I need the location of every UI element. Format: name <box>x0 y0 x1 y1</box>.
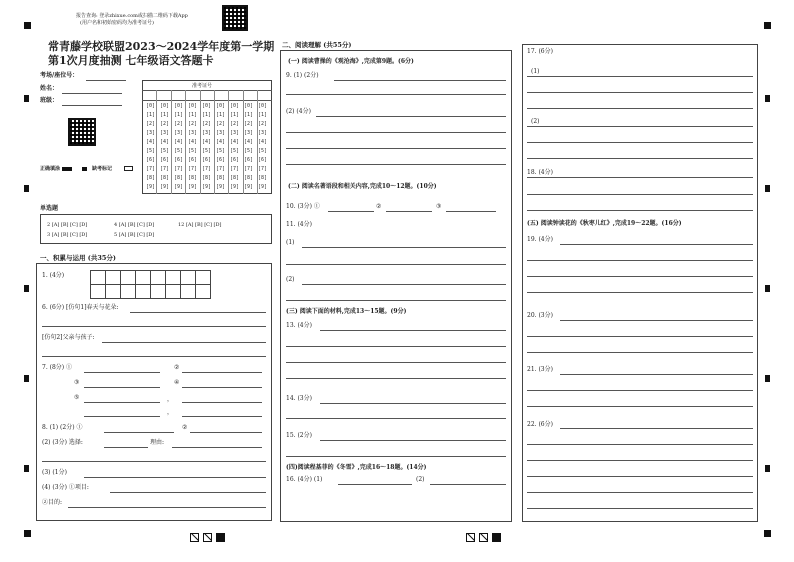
q18-line[interactable] <box>527 177 753 178</box>
partA-title: (一) 阅读曹操的《观沧海》,完成第9题。(6分) <box>288 58 414 65</box>
q15-line[interactable] <box>320 440 506 441</box>
exam-digit-bubble[interactable]: [7] <box>174 166 184 172</box>
exam-digit-bubble[interactable]: [6] <box>230 157 240 163</box>
exam-number-label: 准考证号 <box>192 83 213 89</box>
writing-cell[interactable] <box>165 270 181 285</box>
missing-fill-sample <box>82 167 87 171</box>
missing-mark-box[interactable] <box>124 166 133 171</box>
page-title: 常青藤学校联盟2023～2024学年度第一学期 <box>48 40 275 53</box>
q8b-choice-line[interactable] <box>104 447 148 448</box>
exam-digit-bubble[interactable]: [5] <box>244 148 254 154</box>
answer-line[interactable] <box>527 260 753 261</box>
seat-label: 考场/座位号： <box>40 72 79 79</box>
q7-line-8[interactable] <box>182 416 262 417</box>
q13-line[interactable] <box>320 330 506 331</box>
name-label: 姓名： <box>40 85 59 92</box>
exam-digit-bubble[interactable]: [4] <box>258 139 268 145</box>
exam-digit-bubble[interactable]: [9] <box>202 184 212 190</box>
timing-mark <box>24 465 29 472</box>
writing-cell[interactable] <box>90 270 106 285</box>
q8-2-label: ② <box>182 424 188 431</box>
q9-1-label: 9. (1) (2分) <box>286 72 319 79</box>
choice-panel <box>40 214 272 244</box>
timing-mark <box>765 95 770 102</box>
exam-digit-bubble[interactable]: [8] <box>174 175 184 181</box>
page-marker-cross <box>190 533 199 542</box>
q6-answer-line[interactable] <box>42 326 266 327</box>
choice-q4[interactable]: 4 [A] [B] [C] [D] <box>114 222 155 228</box>
page-subtitle: 第1次月度抽测 七年级语文答题卡 <box>48 54 214 67</box>
exam-digit-bubble[interactable]: [7] <box>216 166 226 172</box>
answer-line[interactable] <box>527 492 753 493</box>
exam-digit-bubble[interactable]: [8] <box>258 175 268 181</box>
exam-digit-bubble[interactable]: [0] <box>202 103 212 109</box>
exam-digit-bubble[interactable]: [0] <box>230 103 240 109</box>
page-marker-cross <box>203 533 212 542</box>
corner-mark-bottom-left <box>24 530 31 537</box>
writing-cell[interactable] <box>105 284 121 299</box>
page-marker-solid <box>492 533 501 542</box>
answer-line[interactable] <box>527 460 753 461</box>
exam-digit-bubble[interactable]: [8] <box>244 175 254 181</box>
notice-line2: (用户名和初始密码均为准考证号) <box>80 20 154 26</box>
q9-1-line[interactable] <box>334 80 506 81</box>
q16-2-label: (2) <box>416 476 425 483</box>
exam-digit-bubble[interactable]: [2] <box>258 121 268 127</box>
corner-mark-bottom-right <box>764 530 771 537</box>
exam-digit-bubble[interactable]: [6] <box>160 157 170 163</box>
q7-line-5[interactable] <box>84 402 160 403</box>
exam-digit-bubble[interactable]: [8] <box>230 175 240 181</box>
exam-digit-bubble[interactable]: [2] <box>188 121 198 127</box>
exam-digit-bubble[interactable]: [1] <box>216 112 226 118</box>
exam-digit-bubble[interactable]: [5] <box>202 148 212 154</box>
grid-divider <box>257 90 258 194</box>
writing-cell[interactable] <box>195 270 211 285</box>
corner-mark-top-left <box>24 22 31 29</box>
q13-label: 13. (4分) <box>286 322 312 329</box>
grid-divider <box>185 90 186 194</box>
q9-2-label: (2) (4分) <box>286 108 311 115</box>
class-label: 班级： <box>40 97 59 104</box>
q18-label: 18. (4分) <box>527 169 553 176</box>
q15-line[interactable] <box>286 456 506 457</box>
exam-digit-bubble[interactable]: [6] <box>146 157 156 163</box>
q10-label: 10. (3分) ① <box>286 203 320 210</box>
exam-digit-bubble[interactable]: [6] <box>174 157 184 163</box>
exam-digit-bubble[interactable]: [1] <box>230 112 240 118</box>
q17-1-line[interactable] <box>527 76 753 77</box>
writing-cell[interactable] <box>120 284 136 299</box>
writing-cell[interactable] <box>150 284 166 299</box>
q10-line-3[interactable] <box>446 211 496 212</box>
correct-fill-label: 正确填涂 <box>40 166 61 172</box>
timing-mark <box>24 285 29 292</box>
page-marker-cross <box>466 533 475 542</box>
exam-digit-bubble[interactable]: [3] <box>216 130 226 136</box>
exam-digit-bubble[interactable]: [9] <box>146 184 156 190</box>
exam-digit-bubble[interactable]: [7] <box>188 166 198 172</box>
name-field[interactable] <box>62 93 122 94</box>
q7-3-label: ③ <box>74 379 80 386</box>
section1-panel <box>36 263 272 521</box>
exam-digit-bubble[interactable]: [5] <box>216 148 226 154</box>
q8c-label: (3) (1分) <box>42 469 67 476</box>
q7-comma: ， <box>167 396 174 403</box>
exam-digit-bubble[interactable]: [9] <box>174 184 184 190</box>
q7-2-label: ② <box>174 364 180 371</box>
q7-label: 7. (8分) ① <box>42 364 73 371</box>
partD-title: (四)阅读程基菲的《冬雪》,完成16～18题。(14分) <box>286 464 427 471</box>
corner-mark-top-right <box>764 22 771 29</box>
section3-panel <box>522 44 758 522</box>
grid-divider <box>156 90 157 194</box>
writing-cell[interactable] <box>180 284 196 299</box>
exam-digit-bubble[interactable]: [6] <box>202 157 212 163</box>
page-marker-cross <box>479 533 488 542</box>
answer-line[interactable] <box>527 476 753 477</box>
q11-1-line[interactable] <box>302 247 506 248</box>
q7-line-7[interactable] <box>84 416 160 417</box>
q7-line-2[interactable] <box>182 372 262 373</box>
section2-panel <box>280 50 512 522</box>
answer-line[interactable] <box>560 374 753 375</box>
answer-line[interactable] <box>527 336 753 337</box>
q6b-label: [仿句2]父亲与孩子: <box>42 334 95 341</box>
exam-digit-bubble[interactable]: [8] <box>202 175 212 181</box>
q16-label: 16. (4分) (1) <box>286 476 323 483</box>
page-marker-solid <box>216 533 225 542</box>
q11-2-line[interactable] <box>302 284 506 285</box>
exam-digit-bubble[interactable]: [4] <box>244 139 254 145</box>
exam-digit-bubble[interactable]: [8] <box>146 175 156 181</box>
exam-digit-bubble[interactable]: [5] <box>146 148 156 154</box>
exam-digit-bubble[interactable]: [1] <box>244 112 254 118</box>
exam-digit-bubble[interactable]: [4] <box>174 139 184 145</box>
section1-title: 一、积累与运用 (共35分) <box>40 254 116 262</box>
q17-label: 17. (6分) <box>527 48 553 55</box>
writing-cell[interactable] <box>105 270 121 285</box>
answer-line[interactable] <box>560 244 753 245</box>
answer-line[interactable] <box>527 444 753 445</box>
exam-digit-bubble[interactable]: [6] <box>244 157 254 163</box>
exam-digit-bubble[interactable]: [0] <box>188 103 198 109</box>
answer-line[interactable] <box>527 276 753 277</box>
timing-mark <box>765 465 770 472</box>
choice-q12[interactable]: 12 [A] [B] [C] [D] <box>178 222 222 228</box>
q22-label: 22. (6分) <box>527 421 553 428</box>
answer-line[interactable] <box>527 352 753 353</box>
exam-digit-bubble[interactable]: [6] <box>216 157 226 163</box>
q18-line[interactable] <box>527 210 753 211</box>
q8-line-1[interactable] <box>104 432 174 433</box>
exam-digit-bubble[interactable]: [5] <box>188 148 198 154</box>
exam-digit-bubble[interactable]: [4] <box>146 139 156 145</box>
q8-line-2[interactable] <box>190 432 262 433</box>
q17-1-line[interactable] <box>527 108 753 109</box>
grid-divider <box>228 90 229 194</box>
seat-field[interactable] <box>86 80 126 81</box>
exam-digit-bubble[interactable]: [3] <box>146 130 156 136</box>
exam-digit-bubble[interactable]: [1] <box>174 112 184 118</box>
q17-2-line[interactable] <box>527 142 753 143</box>
grid-divider <box>214 90 215 194</box>
q8e-label: ②目的: <box>42 499 63 506</box>
exam-digit-bubble[interactable]: [2] <box>230 121 240 127</box>
exam-digit-bubble[interactable]: [4] <box>230 139 240 145</box>
exam-digit-bubble[interactable]: [4] <box>160 139 170 145</box>
q13-line[interactable] <box>286 346 506 347</box>
q8b-label: (2) (3分) 选择: <box>42 439 83 446</box>
q8d-line[interactable] <box>110 492 266 493</box>
timing-mark <box>765 375 770 382</box>
q14-label: 14. (3分) <box>286 395 312 402</box>
q6-label: 6. (6分) [仿句1]春天与花朵: <box>42 304 119 311</box>
q8b-reason-label: 理由: <box>150 439 165 446</box>
q6b-answer-line[interactable] <box>42 356 266 357</box>
writing-cell[interactable] <box>165 284 181 299</box>
q9-2-line[interactable] <box>286 164 506 165</box>
exam-digit-bubble[interactable]: [3] <box>188 130 198 136</box>
exam-digit-bubble[interactable]: [5] <box>230 148 240 154</box>
writing-cell[interactable] <box>195 284 211 299</box>
exam-digit-bubble[interactable]: [7] <box>146 166 156 172</box>
q10-3-label: ③ <box>436 203 442 210</box>
exam-digit-bubble[interactable]: [0] <box>174 103 184 109</box>
partE-title: (五) 阅读钟读花的《秋枣儿红》,完成19～22题。(16分) <box>527 220 682 227</box>
exam-digit-bubble[interactable]: [9] <box>230 184 240 190</box>
writing-cell[interactable] <box>180 270 196 285</box>
exam-digit-bubble[interactable]: [3] <box>174 130 184 136</box>
q8e-line[interactable] <box>68 507 266 508</box>
exam-digit-bubble[interactable]: [8] <box>160 175 170 181</box>
answer-line[interactable] <box>560 320 753 321</box>
exam-digit-bubble[interactable]: [8] <box>216 175 226 181</box>
exam-digit-bubble[interactable]: [5] <box>160 148 170 154</box>
q7-comma: ， <box>167 409 174 416</box>
q11-2-line[interactable] <box>286 300 506 301</box>
q16-2-line[interactable] <box>430 484 506 485</box>
exam-digit-bubble[interactable]: [7] <box>160 166 170 172</box>
timing-mark <box>24 95 29 102</box>
student-qr-code-icon <box>68 118 96 146</box>
q10-line-2[interactable] <box>386 211 432 212</box>
exam-digit-bubble[interactable]: [2] <box>244 121 254 127</box>
correct-fill-sample <box>62 167 72 171</box>
exam-digit-bubble[interactable]: [0] <box>146 103 156 109</box>
q8-label: 8. (1) (2分) ① <box>42 424 83 431</box>
exam-digit-bubble[interactable]: [1] <box>188 112 198 118</box>
choice-q3[interactable]: 3 [A] [B] [C] [D] <box>47 232 88 238</box>
writing-cell[interactable] <box>150 270 166 285</box>
answer-line[interactable] <box>527 292 753 293</box>
exam-digit-bubble[interactable]: [1] <box>146 112 156 118</box>
exam-digit-bubble[interactable]: [0] <box>244 103 254 109</box>
q17-1-line[interactable] <box>527 92 753 93</box>
exam-digit-bubble[interactable]: [0] <box>160 103 170 109</box>
q8c-line[interactable] <box>84 477 266 478</box>
choice-q2[interactable]: 2 [A] [B] [C] [D] <box>47 222 88 228</box>
q18-line[interactable] <box>527 194 753 195</box>
exam-digit-bubble[interactable]: [7] <box>258 166 268 172</box>
exam-digit-bubble[interactable]: [2] <box>146 121 156 127</box>
q17-2-label: (2) <box>531 118 540 125</box>
grid-divider <box>171 90 172 194</box>
q10-2-label: ② <box>376 203 382 210</box>
exam-digit-bubble[interactable]: [1] <box>258 112 268 118</box>
missing-mark-label: 缺考标记 <box>92 166 113 172</box>
exam-digit-bubble[interactable]: [4] <box>188 139 198 145</box>
exam-digit-bubble[interactable]: [9] <box>188 184 198 190</box>
answer-line[interactable] <box>527 390 753 391</box>
q9-2-line[interactable] <box>316 116 506 117</box>
exam-digit-bubble[interactable]: [9] <box>216 184 226 190</box>
exam-digit-bubble[interactable]: [9] <box>160 184 170 190</box>
choice-q5[interactable]: 5 [A] [B] [C] [D] <box>114 232 155 238</box>
timing-mark <box>24 375 29 382</box>
q9-2-line[interactable] <box>286 148 506 149</box>
partB-title: (二) 阅读名著语段和相关内容,完成10～12题。(10分) <box>288 183 437 190</box>
q20-label: 20. (3分) <box>527 312 553 319</box>
exam-digit-bubble[interactable]: [0] <box>216 103 226 109</box>
exam-digit-bubble[interactable]: [2] <box>202 121 212 127</box>
choice-section-title: 单选题 <box>40 205 59 212</box>
q6b-answer-line[interactable] <box>102 342 266 343</box>
exam-digit-bubble[interactable]: [4] <box>202 139 212 145</box>
q7-line-6[interactable] <box>182 402 262 403</box>
exam-digit-bubble[interactable]: [3] <box>244 130 254 136</box>
writing-cell[interactable] <box>120 270 136 285</box>
q7-4-label: ④ <box>174 379 180 386</box>
q7-line-1[interactable] <box>84 372 160 373</box>
q13-line[interactable] <box>286 362 506 363</box>
q14-line[interactable] <box>320 403 506 404</box>
exam-digit-bubble[interactable]: [3] <box>202 130 212 136</box>
q8d-label: (4) (3分) ①项目: <box>42 484 89 491</box>
timing-mark <box>765 285 770 292</box>
section2-title: 二、阅读理解 (共55分) <box>282 41 352 49</box>
q11-label: 11. (4分) <box>286 221 312 228</box>
grid-divider <box>200 90 201 194</box>
q7-line-4[interactable] <box>182 387 262 388</box>
exam-digit-bubble[interactable]: [8] <box>188 175 198 181</box>
exam-digit-bubble[interactable]: [2] <box>174 121 184 127</box>
q9-2-line[interactable] <box>286 132 506 133</box>
q17-2-line[interactable] <box>527 126 753 127</box>
exam-digit-bubble[interactable]: [0] <box>258 103 268 109</box>
q17-2-line[interactable] <box>527 158 753 159</box>
q11-2-label: (2) <box>286 276 295 283</box>
q11-1-label: (1) <box>286 239 295 246</box>
exam-digit-bubble[interactable]: [7] <box>244 166 254 172</box>
q7-line-3[interactable] <box>84 387 160 388</box>
q14-line[interactable] <box>286 418 506 419</box>
exam-digit-bubble[interactable]: [5] <box>174 148 184 154</box>
q17-1-label: (1) <box>531 68 540 75</box>
partC-title: (三) 阅读下面的材料,完成13～15题。(9分) <box>286 308 407 315</box>
exam-digit-bubble[interactable]: [9] <box>244 184 254 190</box>
q8b-line[interactable] <box>42 461 266 462</box>
q21-label: 21. (3分) <box>527 366 553 373</box>
writing-cell[interactable] <box>135 284 151 299</box>
exam-digit-bubble[interactable]: [7] <box>230 166 240 172</box>
exam-digit-bubble[interactable]: [9] <box>258 184 268 190</box>
exam-digit-bubble[interactable]: [4] <box>216 139 226 145</box>
q8b-reason-line[interactable] <box>172 447 262 448</box>
grid-divider <box>243 90 244 194</box>
exam-digit-bubble[interactable]: [7] <box>202 166 212 172</box>
answer-line[interactable] <box>560 428 753 429</box>
notice-line1: 报告查询: 登录zhixue.com或扫描二维码下载App <box>76 13 188 19</box>
exam-digit-bubble[interactable]: [1] <box>160 112 170 118</box>
qr-code-icon <box>222 5 248 31</box>
q9-1-line[interactable] <box>286 94 506 95</box>
exam-digit-bubble[interactable]: [3] <box>258 130 268 136</box>
exam-digit-bubble[interactable]: [1] <box>202 112 212 118</box>
class-field[interactable] <box>62 105 122 106</box>
writing-cell[interactable] <box>90 284 106 299</box>
exam-digit-bubble[interactable]: [3] <box>160 130 170 136</box>
timing-mark <box>765 185 770 192</box>
exam-digit-bubble[interactable]: [6] <box>188 157 198 163</box>
q1-label: 1. (4分) <box>42 272 65 279</box>
q15-label: 15. (2分) <box>286 432 312 439</box>
exam-digit-bubble[interactable]: [6] <box>258 157 268 163</box>
q10-line-1[interactable] <box>328 211 374 212</box>
answer-line[interactable] <box>527 508 753 509</box>
q13-line[interactable] <box>286 378 506 379</box>
q6-answer-line[interactable] <box>130 312 266 313</box>
exam-digit-bubble[interactable]: [2] <box>216 121 226 127</box>
q19-label: 19. (4分) <box>527 236 553 243</box>
writing-cell[interactable] <box>135 270 151 285</box>
q16-1-line[interactable] <box>338 484 412 485</box>
exam-digit-bubble[interactable]: [5] <box>258 148 268 154</box>
answer-line[interactable] <box>527 406 753 407</box>
exam-digit-bubble[interactable]: [2] <box>160 121 170 127</box>
q7-5-label: ⑤ <box>74 394 80 401</box>
exam-digit-bubble[interactable]: [3] <box>230 130 240 136</box>
q11-1-line[interactable] <box>286 264 506 265</box>
timing-mark <box>24 185 29 192</box>
